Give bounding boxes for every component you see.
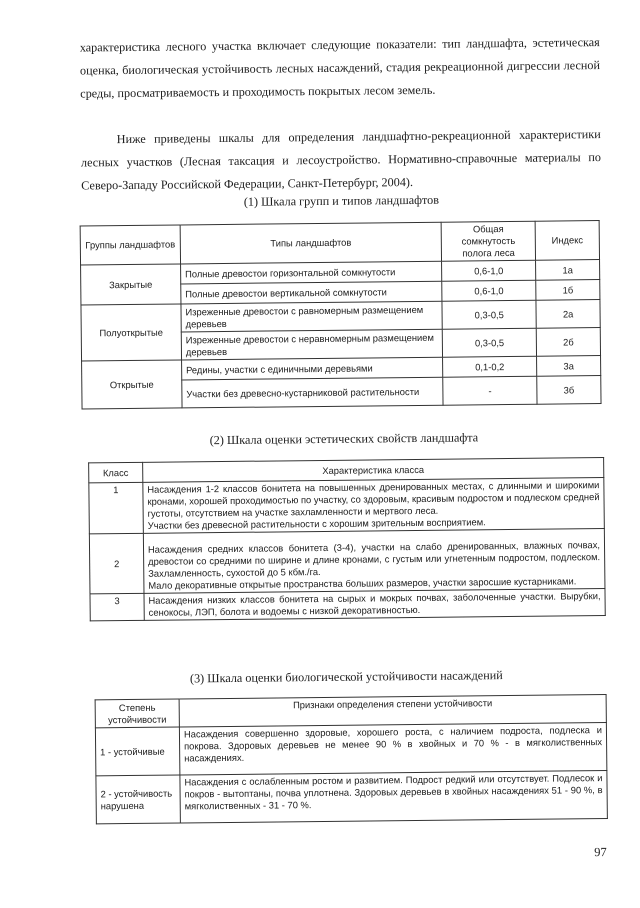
table3-caption: (3) Шкала оценки биологической устойчивости насаждений [189, 668, 503, 686]
aesthetic-scale-table [88, 457, 606, 621]
header-index: Индекс [535, 221, 599, 261]
type-cell: Изреженные древостои с неравномерным размещением деревьев [181, 329, 443, 360]
degree-cell: 1 - устойчивые [95, 727, 179, 776]
characteristic-text: Насаждения 1-2 классов бонитета на повышенных дренированных местах, с длинными и широкими кронами, хорошей проходимостью по участку, со здоровым, красивым подростом и подлеском средней густоты, отсутствием на участке захламленности и мертвого леса. [147, 479, 600, 519]
closure-cell: 0,3-0,5 [442, 300, 536, 329]
index-cell: 3б [537, 376, 601, 405]
closure-cell: - [443, 376, 537, 405]
biological-stability-table [95, 694, 608, 824]
signs-cell: Насаждения совершенно здоровые, хорошего роста, с наличием подроста, подлеска и покрова. Здоровых деревьев не менее 90 % в хвойных и 70 % - в мягколиственных насаждениях. [179, 723, 607, 775]
closure-cell: 0,3-0,5 [442, 328, 536, 357]
header-characteristic: Характеристика класса [143, 458, 604, 483]
landscape-types-table [80, 220, 602, 409]
type-cell: Полные древостои горизонтальной сомкнутости [180, 261, 441, 284]
table-row [89, 529, 605, 594]
type-cell: Изреженные древостои с равномерным размещением деревьев [181, 301, 443, 332]
header-groups: Группы ландшафтов [80, 225, 180, 265]
characteristic-text-extra: Мало декоративные открытые пространства больших размеров, участки заросшие кустарниками. [148, 575, 577, 591]
characteristic-cell [143, 529, 605, 594]
index-cell: 3а [537, 356, 601, 377]
scales-paragraph: Ниже приведены шкалы для определения ландшафтно-рекреационной характеристики лесных участков (Лесная таксация и лесоустройство. Нормативно-справочные материалы по Северо-Западу Российской Федерации, Санкт-Петербург, 2004). [80, 127, 602, 193]
table-row [95, 723, 606, 776]
degree-cell: 2 - устойчивость нарушена [96, 775, 180, 824]
index-cell: 2б [536, 328, 600, 357]
characteristic-text-extra: Участки без древесной растительности с хорошим зрительным восприятием. [147, 516, 486, 531]
table-row [96, 771, 607, 824]
group-cell: Закрытые [81, 264, 181, 305]
table-header-row [80, 221, 599, 265]
closure-cell: 0,1-0,2 [443, 356, 537, 377]
type-cell: Участки без древесно-кустарниковой растительности [182, 377, 444, 408]
index-cell: 1а [536, 260, 600, 281]
table-row [90, 589, 605, 621]
group-cell: Полуоткрытые [81, 304, 181, 361]
characteristic-cell [143, 478, 605, 534]
header-types: Типы ландшафтов [180, 222, 442, 264]
type-cell: Редины, участки с единичными деревьями [181, 357, 442, 380]
signs-cell: Насаждения с ослабленным ростом и развитием. Подрост редкий или отсутствует. Подлесок и покров - вытоптаны, почва уплотнена. Здоровых деревьев в хвойных насаждениях 51 - 90 %, в мягколиственных - 31 - 70 %. [180, 771, 608, 823]
group-cell: Открытые [82, 360, 182, 409]
class-cell: 3 [90, 593, 144, 621]
table1-caption: (1) Шкала групп и типов ландшафтов [243, 192, 440, 209]
closure-cell: 0,6-1,0 [442, 260, 536, 281]
header-closure: Общая сомкнутость полога леса [441, 221, 535, 261]
class-cell: 1 [89, 482, 143, 534]
index-cell: 2а [536, 300, 600, 329]
table2-caption: (2) Шкала оценки эстетических свойств ландшафта [209, 430, 479, 448]
page-number: 97 [594, 845, 607, 860]
header-signs: Признаки определения степени устойчивости [179, 695, 606, 727]
header-class: Класс [89, 462, 143, 483]
header-degree: Степень устойчивости [95, 699, 179, 728]
closure-cell: 0,6-1,0 [442, 280, 536, 301]
index-cell: 1б [536, 280, 600, 301]
table-row [89, 478, 605, 534]
characteristic-text: Насаждения средних классов бонитета (3-4), участки на слабо дренированных, влажных почвах, древостои со средними по ширине и длине кронами, с густым или угнетенным подростом, подлеском. Захламленность, сухостой до 5 кбм./га. [147, 539, 601, 579]
class-cell: 2 [89, 533, 144, 594]
intro-paragraph: характеристика лесного участка включает следующие показатели: тип ландшафта, эстетическая оценка, биологическая устойчивость лесных насаждений, стадия рекреационной дигрессии лесной среды, просматриваемость и проходимость покрытых лесом земель. [79, 35, 601, 101]
type-cell: Полные древостои вертикальной сомкнутости [181, 281, 442, 304]
characteristic-cell: Насаждения низких классов бонитета на сырых и мокрых почвах, заболоченные участки. Вырубки, сенокосы, ЛЭП, болота и водоемы с низкой декоративностью. [144, 589, 605, 621]
